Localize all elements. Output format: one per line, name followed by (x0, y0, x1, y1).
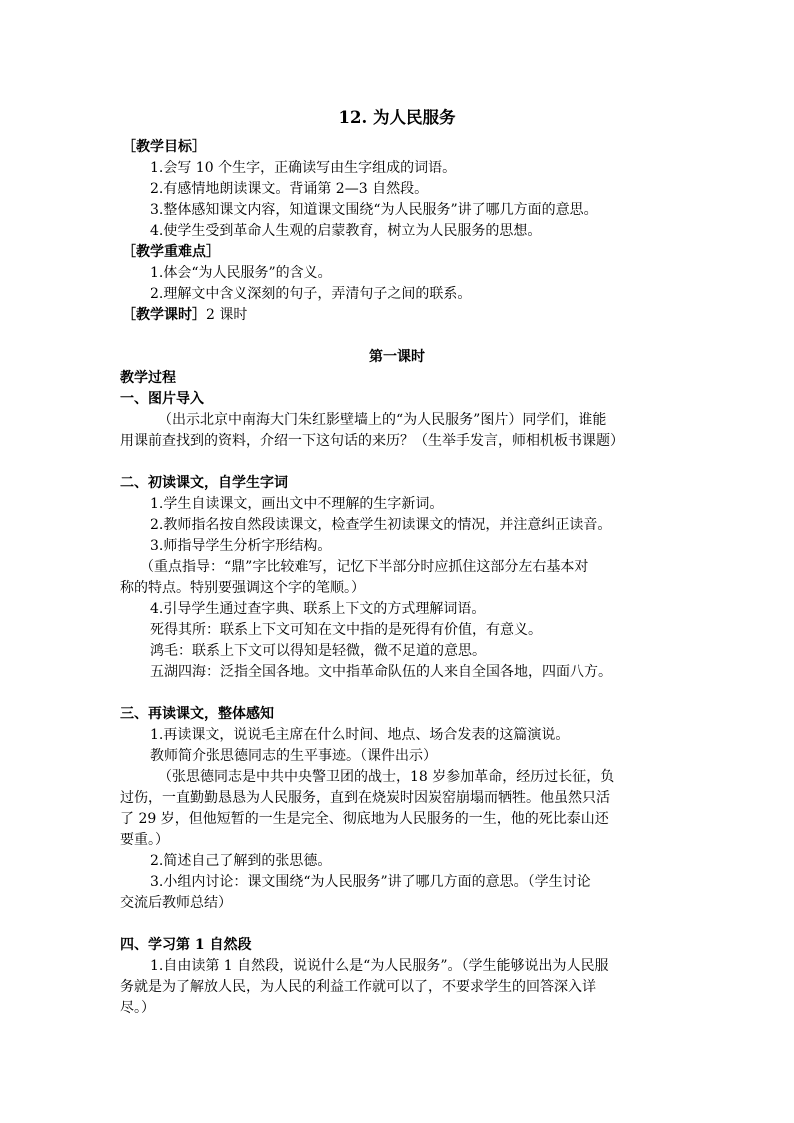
section4-heading: 四、学习第 1 自然段 (120, 937, 252, 953)
section4-line: 尽。） (120, 1000, 155, 1016)
section2-line: （重点指导：“鼎”字比较难写，记忆下半部分时应抓住这部分左右基本对 (140, 559, 589, 575)
goal-item: 3.整体感知课文内容，知道课文围绕“为人民服务”讲了哪几方面的意思。 (150, 202, 598, 218)
section1-line: 用课前查找到的资料，介绍一下这句话的来历？（生举手发言，师相机板书课题） (120, 433, 624, 449)
goal-item: 2.有感情地朗读课文。背诵第 2—3 自然段。 (150, 181, 429, 197)
section3-line: （张思德同志是中共中央警卫团的战士，18 岁参加革命，经历过长征，负 (158, 769, 615, 785)
section2-line: 称的特点。特别要强调这个字的笔顺。） (120, 580, 365, 596)
goals-heading: ［教学目标］ (122, 139, 206, 155)
section2-line: 3.师指导学生分析字形结构。 (150, 538, 332, 554)
section2-line: 鸿毛：联系上下文可以得知是轻微，微不足道的意思。 (150, 643, 486, 659)
periods-value: 2 课时 (206, 307, 248, 323)
goal-item: 4.使学生受到革命人生观的启蒙教育，树立为人民服务的思想。 (150, 223, 542, 239)
section4-line: 务就是为了解放人民，为人民的利益工作就可以了，不要求学生的回答深入详 (120, 979, 596, 995)
section2-line: 2.教师指名按自然段读课文，检查学生初读课文的情况，并注意纠正读音。 (150, 517, 612, 533)
document-title: 12. 为人民服务 (338, 108, 456, 127)
section3-line: 1.再读课文，说说毛主席在什么时间、地点、场合发表的这篇演说。 (150, 727, 570, 743)
key-points-heading: ［教学重难点］ (122, 244, 220, 260)
section3-line: 要重。） (120, 832, 169, 848)
section3-line: 了 29 岁，但他短暂的一生是完全、彻底地为人民服务的一生，他的死比泰山还 (120, 811, 609, 827)
section3-line: 教师简介张思德同志的生平事迹。（课件出示） (150, 748, 437, 764)
lesson-heading: 第一课时 (369, 349, 425, 365)
key-point-item: 1.体会“为人民服务”的含义。 (150, 265, 332, 281)
section2-line: 4.引导学生通过查字典、联系上下文的方式理解词语。 (150, 601, 486, 617)
section2-line: 五湖四海：泛指全国各地。文中指革命队伍的人来自全国各地，四面八方。 (150, 664, 612, 680)
section4-line: 1.自由读第 1 自然段，说说什么是“为人民服务”。（学生能够说出为人民服 (150, 958, 609, 974)
section3-line: 3.小组内讨论：课文围绕“为人民服务”讲了哪几方面的意思。（学生讨论 (150, 874, 591, 890)
periods-line (122, 305, 682, 326)
key-point-item: 2.理解文中含义深刻的句子，弄清句子之间的联系。 (150, 286, 472, 302)
process-heading: 教学过程 (120, 370, 176, 386)
section1-heading: 一、图片导入 (120, 391, 204, 407)
section3-line: 交流后教师总结） (120, 895, 232, 911)
section2-heading: 二、初读课文，自学生字词 (120, 475, 288, 491)
section1-line: （出示北京中南海大门朱红影壁墙上的“为人民服务”图片）同学们，谁能 (158, 412, 607, 428)
section2-line: 死得其所：联系上下文可知在文中指的是死得有价值，有意义。 (150, 622, 542, 638)
goal-item: 1.会写 10 个生字，正确读写由生字组成的词语。 (150, 160, 457, 176)
periods-heading: ［教学课时］ (122, 307, 206, 323)
section3-line: 过伤，一直勤勤恳恳为人民服务，直到在烧炭时因炭窑崩塌而牺牲。他虽然只活 (120, 790, 610, 806)
section2-line: 1.学生自读课文，画出文中不理解的生字新词。 (150, 496, 444, 512)
section3-heading: 三、再读课文，整体感知 (120, 706, 274, 722)
section3-line: 2.简述自己了解到的张思德。 (150, 853, 332, 869)
